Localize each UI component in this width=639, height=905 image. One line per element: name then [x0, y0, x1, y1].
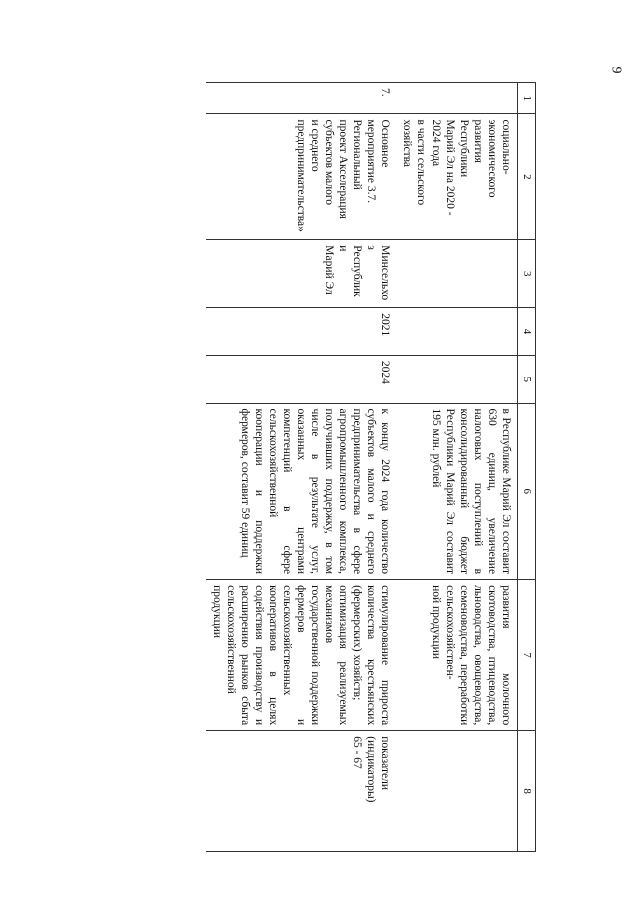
table-header-row	[517, 83, 535, 852]
landscape-table-container	[96, 82, 536, 852]
header-col-2: 2	[517, 114, 535, 240]
header-col-8: 8	[517, 731, 535, 852]
row-number: 7.	[206, 83, 396, 114]
table-row	[206, 83, 396, 852]
row-number	[396, 83, 517, 114]
indicators	[396, 731, 517, 852]
end-year	[396, 355, 517, 403]
header-col-1: 1	[517, 83, 535, 114]
indicators: показатели (индикаторы) 65 - 67	[206, 731, 396, 852]
program-table	[206, 82, 536, 852]
event-name: социально- экономического развития Республики Марий Эл на 2020 - 2024 года в части сельского хозяйства	[396, 114, 517, 240]
expected-result: к концу 2024 года количество субъектов малого и среднего предпринимательства в сфере агропромышленного комплекса, получивших поддержку, в том числе в результате услуг, оказанных центрами компетенций в сфере сельскохозяйственной кооперации и поддержки фермеров, составит 59 единиц	[206, 403, 396, 580]
main-directions: развития молочного скотоводства, птицеводства, льноводства, овощеводства, семеноводства, переработки сельскохозяйствен- ной продукции	[396, 580, 517, 731]
expected-result: в Республике Марий Эл составит 630 единиц, увеличение налоговых поступлений в консолидированный бюджет Республики Марий Эл составит 195 млн. рублей	[396, 403, 517, 580]
end-year: 2024	[206, 355, 396, 403]
executor: Минсельхоз Республики Марий Эл	[206, 240, 396, 308]
table-row	[396, 83, 517, 852]
event-name: Основное мероприятие 3.7. Региональный проект Акселерация субъектов малого и среднего предпринимательства»	[206, 114, 396, 240]
header-col-7: 7	[517, 580, 535, 731]
header-col-4: 4	[517, 308, 535, 356]
executor	[396, 240, 517, 308]
page-number: 9	[608, 66, 624, 74]
start-year	[396, 308, 517, 356]
header-col-3: 3	[517, 240, 535, 308]
main-directions: стимулирование прироста количества крестьянских (фермерских) хозяйств; оптимизация реализуемых механизмов государственной поддержки фермеров и сельскохозяйственных кооперативов в целях содействия производству и расширению рынков сбыта сельскохозяйственной продукции	[206, 580, 396, 731]
header-col-5: 5	[517, 355, 535, 403]
header-col-6: 6	[517, 403, 535, 580]
start-year: 2021	[206, 308, 396, 356]
